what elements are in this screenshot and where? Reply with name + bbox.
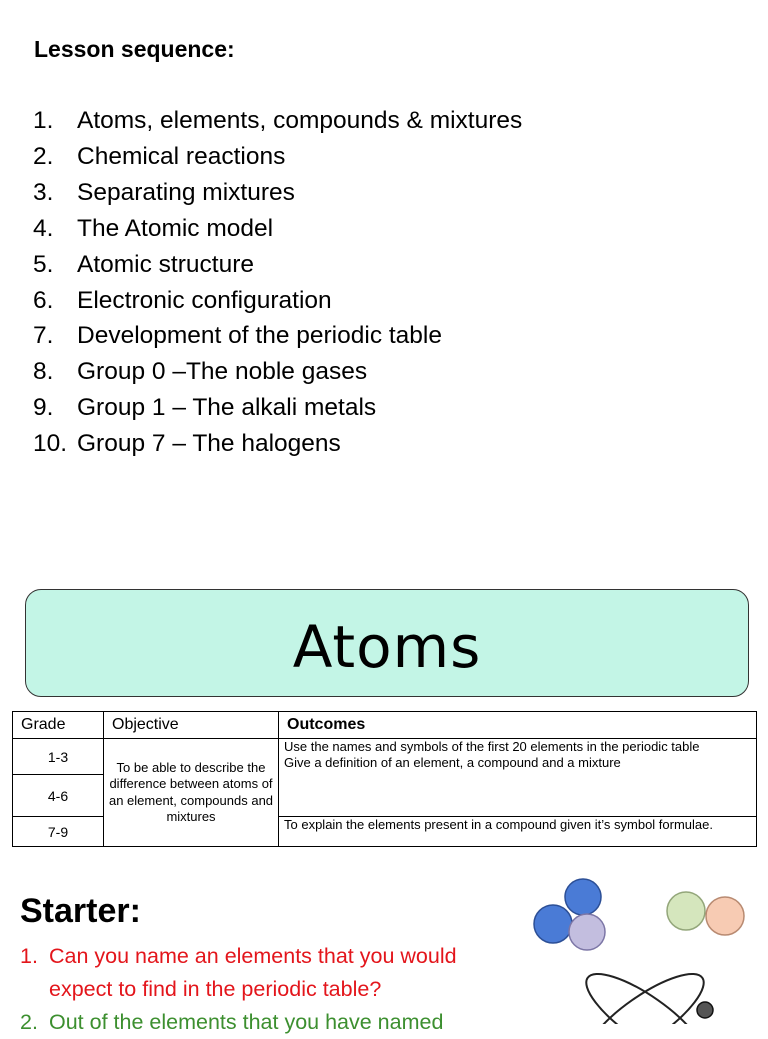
molecule-atom-icon [565,879,601,915]
list-number: 4. [33,214,54,242]
header-outcomes: Outcomes [279,712,757,739]
header-objective: Objective [104,712,279,739]
header-grade: Grade [13,712,104,739]
starter-questions [20,940,457,1039]
title-banner [25,589,749,697]
outcome-text: To explain the elements present in a compound given it’s symbol formulae. [284,817,713,832]
objective-cell: To be able to describe the difference between atoms of an element, compounds and mixtures [104,739,279,847]
list-item [33,354,522,390]
list-text: Group 7 – The halogens [77,430,341,458]
list-item [33,283,522,319]
list-text: Electronic configuration [77,286,332,314]
question-line: expect to find in the periodic table? [49,977,382,1001]
table-row [13,739,757,775]
question-text [49,940,457,1006]
list-item [33,211,522,247]
list-number: 3. [33,178,54,206]
list-text: Group 1 – The alkali metals [77,394,377,422]
question-item [20,1006,457,1039]
list-text: Separating mixtures [77,178,295,206]
list-number: 7. [33,322,54,350]
question-text: Out of the elements that you have named [49,1010,444,1034]
grade-cell: 1-3 [13,739,104,775]
list-number: 2. [33,142,54,170]
list-text: Chemical reactions [77,142,286,170]
atom-molecule-illustration [520,870,768,1024]
list-number: 8. [33,358,54,386]
electron-icon [697,1002,713,1018]
objectives-table [12,711,757,847]
lesson-heading: Lesson sequence: [34,36,235,62]
outcome-cell [279,739,757,817]
list-number: 5. [33,250,54,278]
molecule-atom-icon [534,905,572,943]
grade-cell: 4-6 [13,775,104,817]
list-number: 1. [33,107,54,134]
list-item [33,318,522,354]
list-item [33,247,522,283]
list-item [33,175,522,211]
table-header-row [13,712,757,739]
list-item [33,426,522,462]
outcome-text: Give a definition of an element, a compound and a mixture [284,755,621,770]
page-title: Atoms [292,613,482,681]
list-number: 6. [33,286,54,314]
orbit-icon [575,960,715,1024]
list-number: 9. [33,394,54,422]
molecule-atom-icon [667,892,705,930]
molecule-atom-icon [569,914,605,950]
list-text: The Atomic model [77,214,274,242]
question-item [20,940,457,1006]
list-number: 10. [33,430,68,458]
list-text: Atoms, elements, compounds & mixtures [77,107,523,134]
list-item [33,390,522,426]
question-line: Can you name an elements that you would [49,944,457,968]
outcome-cell [279,817,757,847]
question-number: 1. [20,944,38,968]
outcome-text: Use the names and symbols of the first 20 elements in the periodic table [284,739,700,754]
list-text: Group 0 –The noble gases [77,358,368,386]
list-text: Atomic structure [77,250,254,278]
question-number: 2. [20,1010,38,1034]
grade-cell: 7-9 [13,817,104,847]
lesson-sequence-list [33,103,522,462]
list-item [33,103,522,139]
molecule-atom-icon [706,897,744,935]
starter-title: Starter: [20,892,141,930]
list-text: Development of the periodic table [77,322,442,350]
list-item [33,139,522,175]
